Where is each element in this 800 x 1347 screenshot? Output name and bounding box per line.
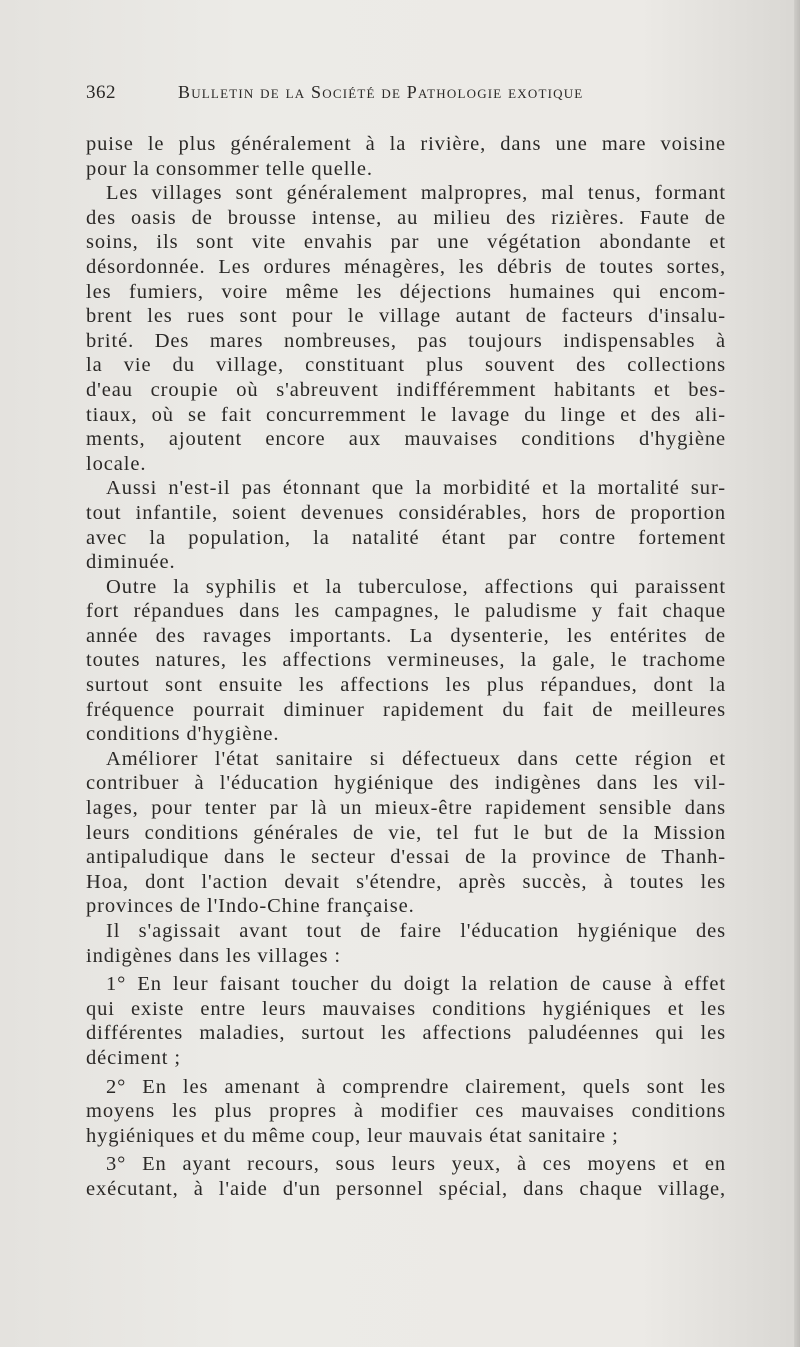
text-line: lages, pour tenter par là un mieux-être rapidement sensible dans xyxy=(86,797,726,820)
text-line: soins, ils sont vite envahis par une végétation abondante et xyxy=(86,231,726,254)
text-line: Outre la syphilis et la tuberculose, affections qui paraissent xyxy=(106,575,726,598)
text-line: Hoa, dont l'action devait s'étendre, après succès, à toutes les xyxy=(86,870,726,893)
page-edge-shadow xyxy=(794,0,800,1347)
text-line: d'eau croupie où s'abreuvent indifféremment habitants et bes- xyxy=(86,378,726,401)
text-line: avec la population, la natalité étant par contre fortement xyxy=(86,526,726,549)
text-line: qui existe entre leurs mauvaises conditions hygiéniques et les xyxy=(86,997,726,1020)
text-line: Il s'agissait avant tout de faire l'éducation hygiénique des xyxy=(106,920,726,942)
text-line: tiaux, où se fait concurremment le lavage du linge et des ali- xyxy=(86,403,726,426)
text-line: brent les rues sont pour le village autant de facteurs d'insalu- xyxy=(86,305,726,328)
text-line: Les villages sont généralement malpropres, mal tenus, formant xyxy=(106,182,726,205)
paragraph xyxy=(86,747,726,919)
text-line: tout infantile, soient devenues considérables, hors de proportion xyxy=(86,501,726,524)
paragraph xyxy=(86,575,726,747)
text-line: désordonnée. Les ordures ménagères, les débris de toutes sortes, xyxy=(86,255,726,278)
text-line: contribuer à l'éducation hygiénique des indigènes dans les vil- xyxy=(86,772,726,795)
text-line: leurs conditions générales de vie, tel fut le but de la Mission xyxy=(86,821,726,844)
paragraph xyxy=(86,132,726,181)
text-line: des oasis de brousse intense, au milieu des rizières. Faute de xyxy=(86,206,726,229)
text-line: fréquence pourrait diminuer rapidement du fait de meilleures xyxy=(86,698,726,721)
text-line: année des ravages importants. La dysenterie, les entérites de xyxy=(86,624,726,647)
text-line: diminuée. xyxy=(86,551,176,574)
text-line: hygiéniques et du même coup, leur mauvais état sanitaire ; xyxy=(86,1124,619,1147)
text-line: les fumiers, voire même les déjections humaines qui encom- xyxy=(86,280,726,303)
page-header xyxy=(86,82,726,112)
text-line: moyens les plus propres à modifier ces mauvaises conditions xyxy=(86,1100,726,1123)
text-line: déciment ; xyxy=(86,1046,181,1069)
text-line: toutes natures, les affections vermineuses, la gale, le trachome xyxy=(86,649,726,672)
text-line: antipaludique dans le secteur d'essai de la province de Thanh- xyxy=(86,846,726,869)
text-line: 2° En les amenant à comprendre clairement, quels sont les xyxy=(106,1075,726,1098)
text-line: provinces de l'Indo-Chine française. xyxy=(86,895,415,918)
text-line: 3° En ayant recours, sous leurs yeux, à ces moyens et en xyxy=(106,1153,726,1176)
text-line: Aussi n'est-il pas étonnant que la morbidité et la mortalité sur- xyxy=(106,477,726,500)
paragraph xyxy=(86,181,726,476)
running-title: Bulletin de la Société de Pathologie exotique xyxy=(178,82,584,102)
text-line: brité. Des mares nombreuses, pas toujours indispensables à xyxy=(86,329,726,352)
text-line: Améliorer l'état sanitaire si défectueux dans cette région et xyxy=(106,747,726,770)
text-line: locale. xyxy=(86,452,147,475)
text-line: indigènes dans les villages : xyxy=(86,944,341,967)
text-line: surtout sont ensuite les affections les plus répandues, dont la xyxy=(86,674,726,697)
paragraph xyxy=(86,476,726,574)
text-line: puise le plus généralement à la rivière, dans une mare voisine xyxy=(86,133,726,155)
text-line: la vie du village, constituant plus souvent des collections xyxy=(86,354,726,377)
text-line: exécutant, à l'aide d'un personnel spécial, dans chaque village, xyxy=(86,1177,726,1200)
paragraph xyxy=(86,919,726,968)
text-line: pour la consommer telle quelle. xyxy=(86,157,373,180)
page-number: 362 xyxy=(86,82,116,103)
paragraph xyxy=(86,1075,726,1149)
paragraph xyxy=(86,972,726,1070)
text-line: 1° En leur faisant toucher du doigt la relation de cause à effet xyxy=(106,973,726,996)
body-text xyxy=(86,132,726,1202)
text-line: conditions d'hygiène. xyxy=(86,723,280,746)
text-line: ments, ajoutent encore aux mauvaises conditions d'hygiène xyxy=(86,428,726,451)
paragraph xyxy=(86,1152,726,1201)
text-line: différentes maladies, surtout les affections paludéennes qui les xyxy=(86,1022,726,1045)
text-line: fort répandues dans les campagnes, le paludisme y fait chaque xyxy=(86,600,726,623)
